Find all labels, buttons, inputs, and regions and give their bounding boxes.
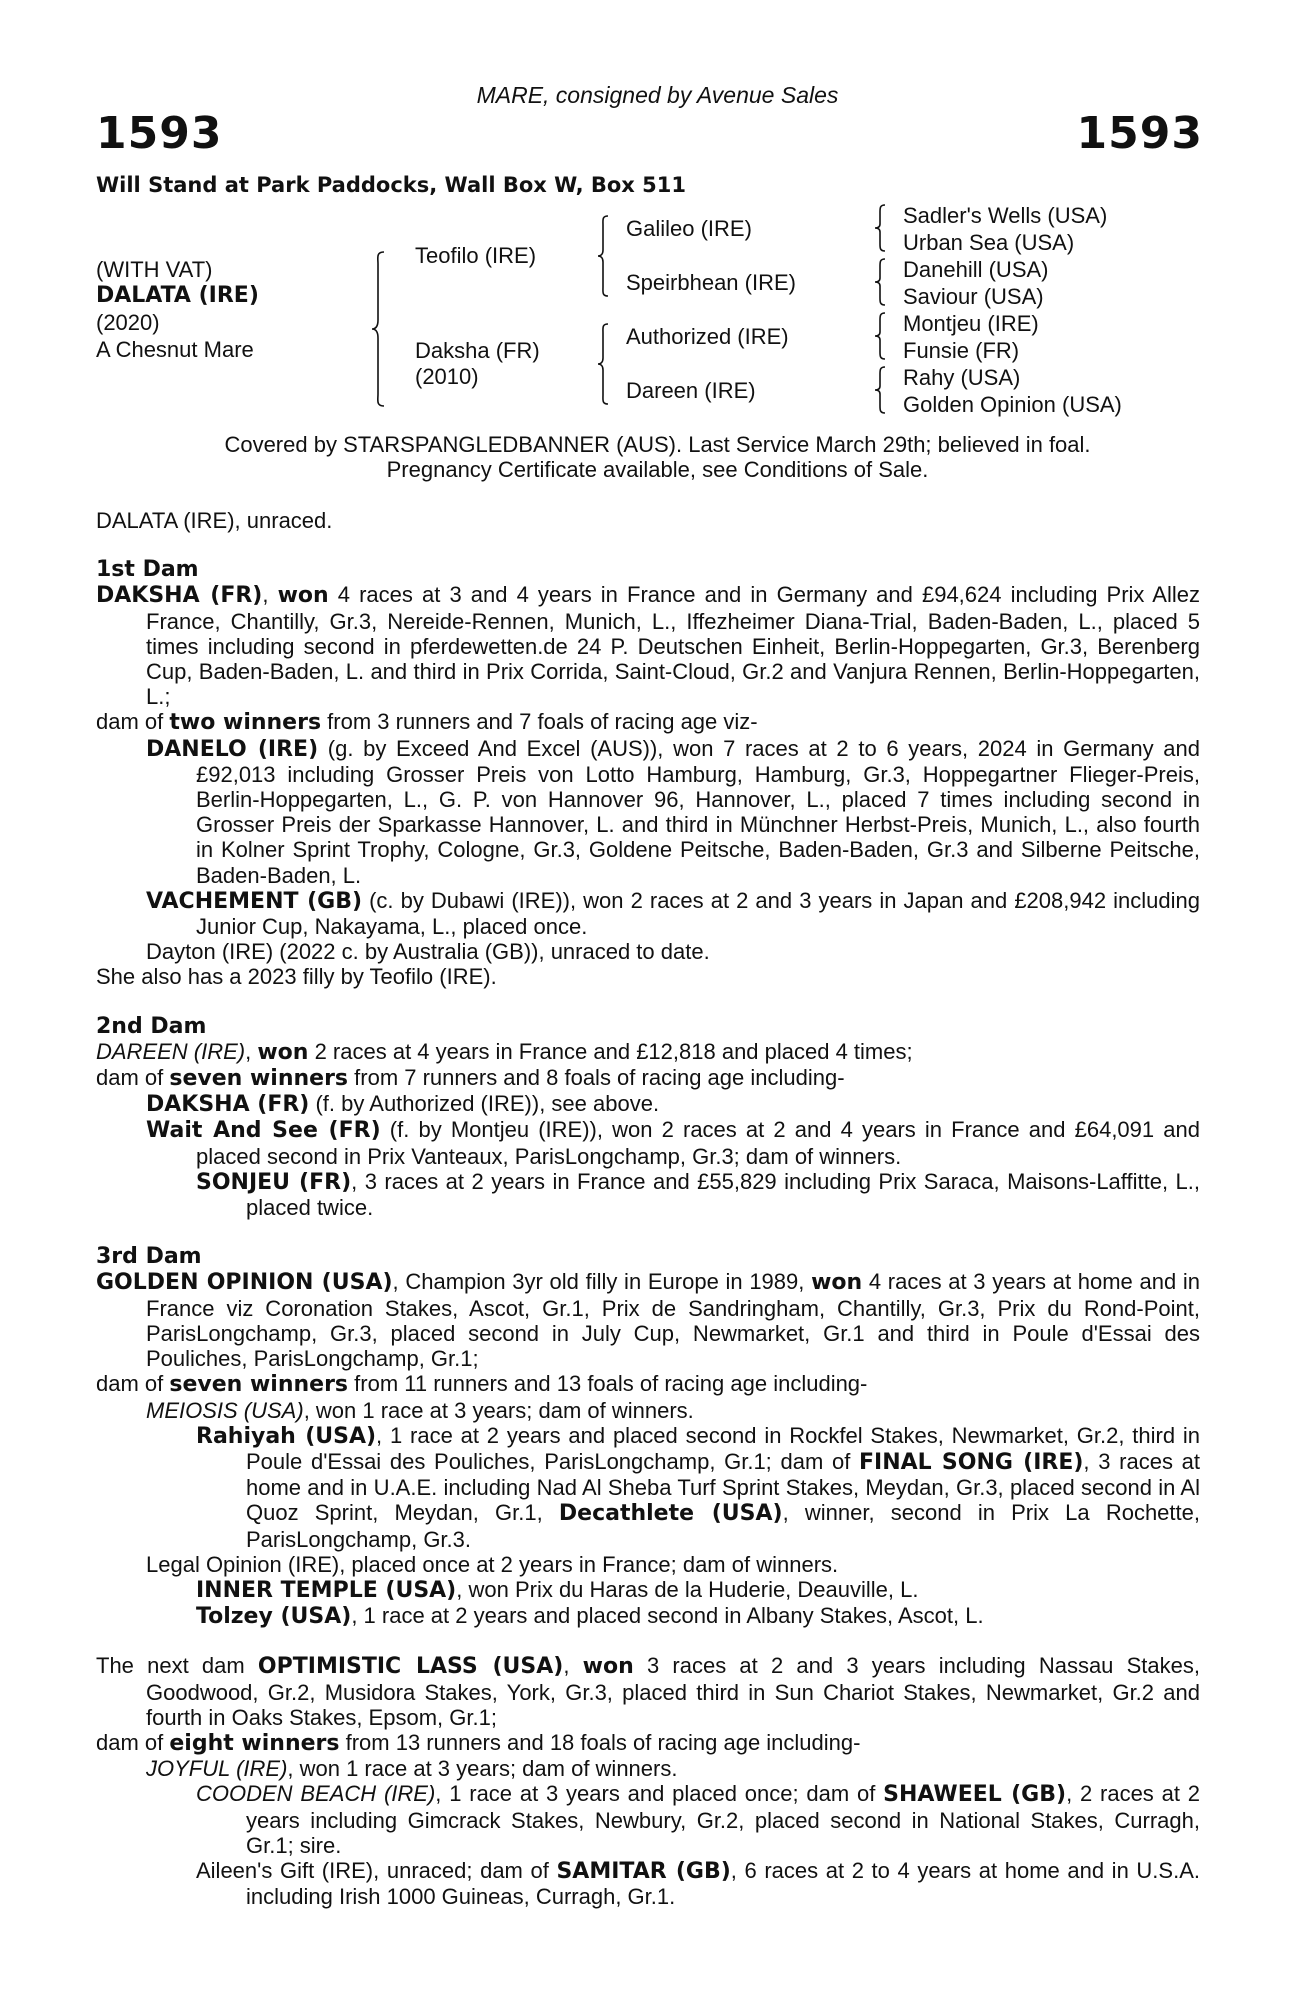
vat-note: (WITH VAT) — [96, 257, 213, 282]
gen3-danehill: Danehill (USA) — [903, 257, 1049, 282]
catalogue-body — [96, 508, 1200, 1909]
sire-name: Teofilo (IRE) — [415, 243, 537, 268]
third-dam-section — [96, 1244, 1200, 1629]
unraced-note: DALATA (IRE), unraced. — [96, 508, 333, 533]
gen2-authorized: Authorized (IRE) — [626, 324, 789, 349]
produce-2023-filly: She also has a 2023 filly by Teofilo (IRE). — [96, 964, 497, 990]
brace-gen3-4 — [873, 365, 887, 415]
gen3-urban-sea: Urban Sea (USA) — [903, 230, 1075, 255]
produce-danelo: DANELO (IRE) (g. by Exceed And Excel (AUS)), won 7 races at 2 to 6 years, 2024 in Germany and £92,013 including Grosser Preis von Lotto Hamburg, Hamburg, Gr.3, Hoppegartner Flieger-Preis, Berlin-Hoppegarten, L., G. P. von Hannover 96, Hannover, L., placed 7 times including second in Grosser Preis der Sparkasse Hannover, L. and third in Münchner Herbst-Preis, Munich, L., also fourth in Kolner Sprint Trophy, Cologne, Gr.3, Goldene Peitsche, Baden-Baden, Gr.3 and Silberne Peitsche, Baden-Baden, L. — [146, 735, 1200, 888]
third-dam-produce-summary: dam of seven winners from 11 runners and 13 foals of racing age including- — [96, 1371, 868, 1398]
first-dam-section — [96, 557, 1200, 989]
second-dam-entry: DAREEN (IRE), won 2 races at 4 years in France and £12,818 and placed 4 times; — [96, 1038, 913, 1065]
brace-gen3-2 — [873, 257, 887, 307]
gen3-golden-opinion: Golden Opinion (USA) — [903, 392, 1122, 417]
gen3-rahy: Rahy (USA) — [903, 365, 1021, 390]
first-dam-entry: DAKSHA (FR), won 4 races at 3 and 4 years in France and in Germany and £94,624 including Prix Allez France, Chantilly, Gr.3, Nereide-Rennen, Munich, L., Iffezheimer Diana-Trial, Baden-Baden, L., placed 5 times including second in pferdewetten.de 24 P. Deutschen Einheit, Berlin-Hoppegarten, Gr.3, Berenberg Cup, Baden-Baden, L. and third in Prix Corrida, Saint-Cloud, Gr.2 and Vanjura Rennen, Berlin-Hoppegarten, L.; — [96, 582, 1200, 710]
brace-gen3-1 — [873, 203, 887, 253]
produce-aileens-gift: Aileen's Gift (IRE), unraced; dam of SAMITAR (GB), 6 races at 2 to 4 years at home and in U.S.A. including Irish 1000 Guineas, Curragh, Gr.1. — [196, 1857, 1200, 1910]
gen3-funsie: Funsie (FR) — [903, 338, 1020, 363]
next-dam-section — [96, 1653, 1200, 1909]
next-dam-produce-summary: dam of eight winners from 13 runners and 18 foals of racing age including- — [96, 1729, 861, 1756]
produce-tolzey: Tolzey (USA), 1 race at 2 years and placed second in Albany Stakes, Ascot, L. — [196, 1603, 984, 1630]
brace-gen3-3 — [873, 311, 887, 361]
consignor-line: MARE, consigned by Avenue Sales — [476, 82, 839, 108]
gen3-sadlers-wells: Sadler's Wells (USA) — [903, 203, 1108, 228]
next-dam-entry: The next dam OPTIMISTIC LASS (USA), won 3 races at 2 and 3 years including Nassau Stakes, Goodwood, Gr.2, Musidora Stakes, York, Gr.3, placed third in Sun Chariot Stakes, Newmarket, Gr.2 and fourth in Oaks Stakes, Epsom, Gr.1; — [96, 1653, 1200, 1730]
horse-description: A Chesnut Mare — [96, 337, 254, 362]
third-dam-heading: 3rd Dam — [96, 1244, 202, 1270]
produce-legal-opinion: Legal Opinion (IRE), placed once at 2 years in France; dam of winners. — [146, 1551, 839, 1577]
produce-joyful: JOYFUL (IRE), won 1 race at 3 years; dam of winners. — [146, 1756, 678, 1782]
covered-note — [0, 432, 1315, 482]
horse-year: (2020) — [96, 310, 160, 335]
covered-line-1: Covered by STARSPANGLEDBANNER (AUS). Last Service March 29th; believed in foal. — [224, 432, 1091, 457]
horse-name: DALATA (IRE) — [96, 283, 259, 308]
produce-dayton: Dayton (IRE) (2022 c. by Australia (GB)), unraced to date. — [146, 939, 710, 965]
produce-vachement: VACHEMENT (GB) (c. by Dubawi (IRE)), won 2 races at 2 and 3 years in Japan and £208,942 including Junior Cup, Nakayama, L., placed once. — [146, 887, 1200, 940]
lot-number-left: 1593 — [96, 108, 223, 159]
covered-line-2: Pregnancy Certificate available, see Conditions of Sale. — [386, 457, 929, 482]
produce-rahiyah: Rahiyah (USA), 1 race at 2 years and placed second in Rockfel Stakes, Newmarket, Gr.2, third in Poule d'Essai des Pouliches, ParisLongchamp, Gr.1; dam of FINAL SONG (IRE), 3 races at home and in U.A.E. including Nad Al Sheba Turf Sprint Stakes, Meydan, Gr.3, placed second in Al Quoz Sprint, Meydan, Gr.1, Decathlete (USA), winner, second in Prix La Rochette, ParisLongchamp, Gr.3. — [196, 1422, 1201, 1552]
dam-year: (2010) — [415, 364, 479, 389]
second-dam-heading: 2nd Dam — [96, 1013, 207, 1039]
gen2-dareen: Dareen (IRE) — [626, 378, 756, 403]
produce-sonjeu: SONJEU (FR), 3 races at 2 years in France and £55,829 including Prix Saraca, Maisons-Laffitte, L., placed twice. — [196, 1168, 1201, 1221]
brace-gen2-top — [596, 214, 610, 298]
gen3-saviour: Saviour (USA) — [903, 284, 1044, 309]
first-dam-heading: 1st Dam — [96, 557, 199, 583]
brace-gen2-bottom — [596, 322, 610, 406]
produce-meiosis: MEIOSIS (USA), won 1 race at 3 years; dam of winners. — [146, 1397, 694, 1423]
second-dam-section — [96, 1014, 1200, 1221]
gen2-speirbhean: Speirbhean (IRE) — [626, 270, 796, 295]
stand-location: Will Stand at Park Paddocks, Wall Box W, Box 511 — [96, 173, 686, 197]
third-dam-entry: GOLDEN OPINION (USA), Champion 3yr old filly in Europe in 1989, won 4 races at 3 years at home and in France viz Coronation Stakes, Ascot, Gr.1, Prix de Sandringham, Chantilly, Gr.3, Prix du Rond-Point, ParisLongchamp, Gr.3, placed second in July Cup, Newmarket, Gr.1 and third in Poule d'Essai des Pouliches, ParisLongchamp, Gr.1; — [96, 1269, 1200, 1372]
second-dam-produce-summary: dam of seven winners from 7 runners and 8 foals of racing age including- — [96, 1065, 845, 1092]
produce-wait-and-see: Wait And See (FR) (f. by Montjeu (IRE)), won 2 races at 2 and 4 years in France and £64,091 and placed second in Prix Vanteaux, ParisLongchamp, Gr.3; dam of winners. — [146, 1117, 1200, 1169]
lot-number-right: 1593 — [1076, 108, 1203, 159]
gen2-galileo: Galileo (IRE) — [626, 216, 752, 241]
brace-gen1 — [370, 250, 386, 408]
gen3-montjeu: Montjeu (IRE) — [903, 311, 1039, 336]
produce-daksha: DAKSHA (FR) (f. by Authorized (IRE)), see above. — [146, 1091, 660, 1118]
first-dam-produce-summary: dam of two winners from 3 runners and 7 foals of racing age viz- — [96, 709, 758, 736]
produce-cooden-beach: COODEN BEACH (IRE), 1 race at 3 years and placed once; dam of SHAWEEL (GB), 2 races at 2 years including Gimcrack Stakes, Newbury, Gr.2, placed second in National Stakes, Curragh, Gr.1; sire. — [196, 1781, 1200, 1858]
produce-inner-temple: INNER TEMPLE (USA), won Prix du Haras de la Huderie, Deauville, L. — [196, 1576, 919, 1603]
dam-name: Daksha (FR) — [415, 338, 540, 363]
